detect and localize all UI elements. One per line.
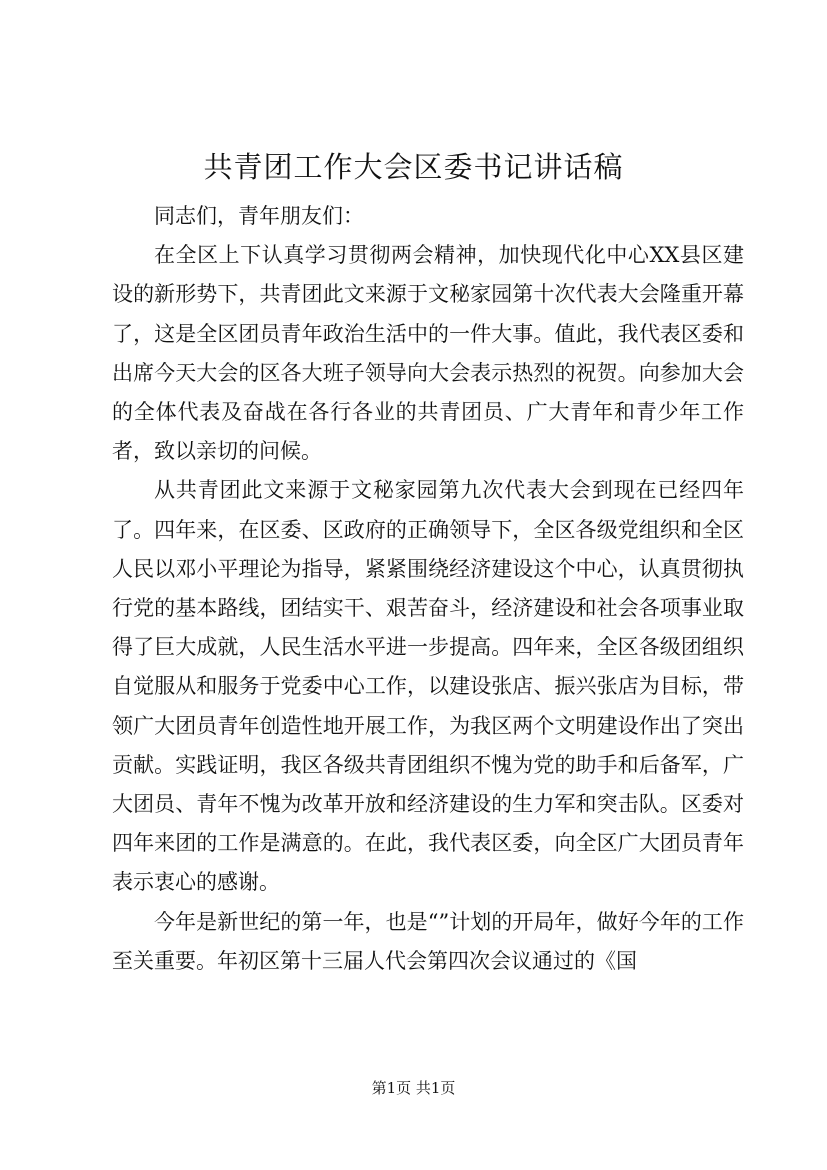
document-title: 共青团工作大会区委书记讲话稿 — [203, 150, 624, 184]
paragraph-3: 今年是新世纪的第一年，也是“”计划的开局年，做好今年的工作至关重要。年初区第十三届人代会第四次会议通过的《国 — [112, 909, 744, 973]
document-body — [112, 197, 744, 981]
page-number-footer: 第1页 共1页 — [371, 1079, 456, 1097]
salutation: 同志们，青年朋友们： — [154, 204, 364, 228]
paragraph-2: 从共青团此文来源于文秘家园第九次代表大会到现在已经四年了。四年来，在区委、区政府的正确领导下，全区各级党组织和全区人民以邓小平理论为指导，紧紧围绕经济建设这个中心，认真贯彻执行党的基本路线，团结实干、艰苦奋斗，经济建设和社会各项事业取得了巨大成就，人民生活水平进一步提高。四年来，全区各级团组织自觉服从和服务于党委中心工作，以建设张店、振兴张店为目标，带领广大团员青年创造性地开展工作，为我区两个文明建设作出了突出贡献。实践证明，我区各级共青团组织不愧为党的助手和后备军，广大团员、青年不愧为改革开放和经济建设的生力军和突击队。区委对四年来团的工作是满意的。在此，我代表区委，向全区广大团员青年表示衷心的感谢。 — [112, 478, 744, 895]
paragraph-1: 在全区上下认真学习贯彻两会精神，加快现代化中心XX县区建设的新形势下，共青团此文来源于文秘家园第十次代表大会隆重开幕了，这是全区团员青年政治生活中的一件大事。值此，我代表区委和出席今天大会的区各大班子领导向大会表示热烈的祝贺。向参加大会的全体代表及奋战在各行各业的共青团员、广大青年和青少年工作者，致以亲切的问候。 — [112, 243, 744, 464]
